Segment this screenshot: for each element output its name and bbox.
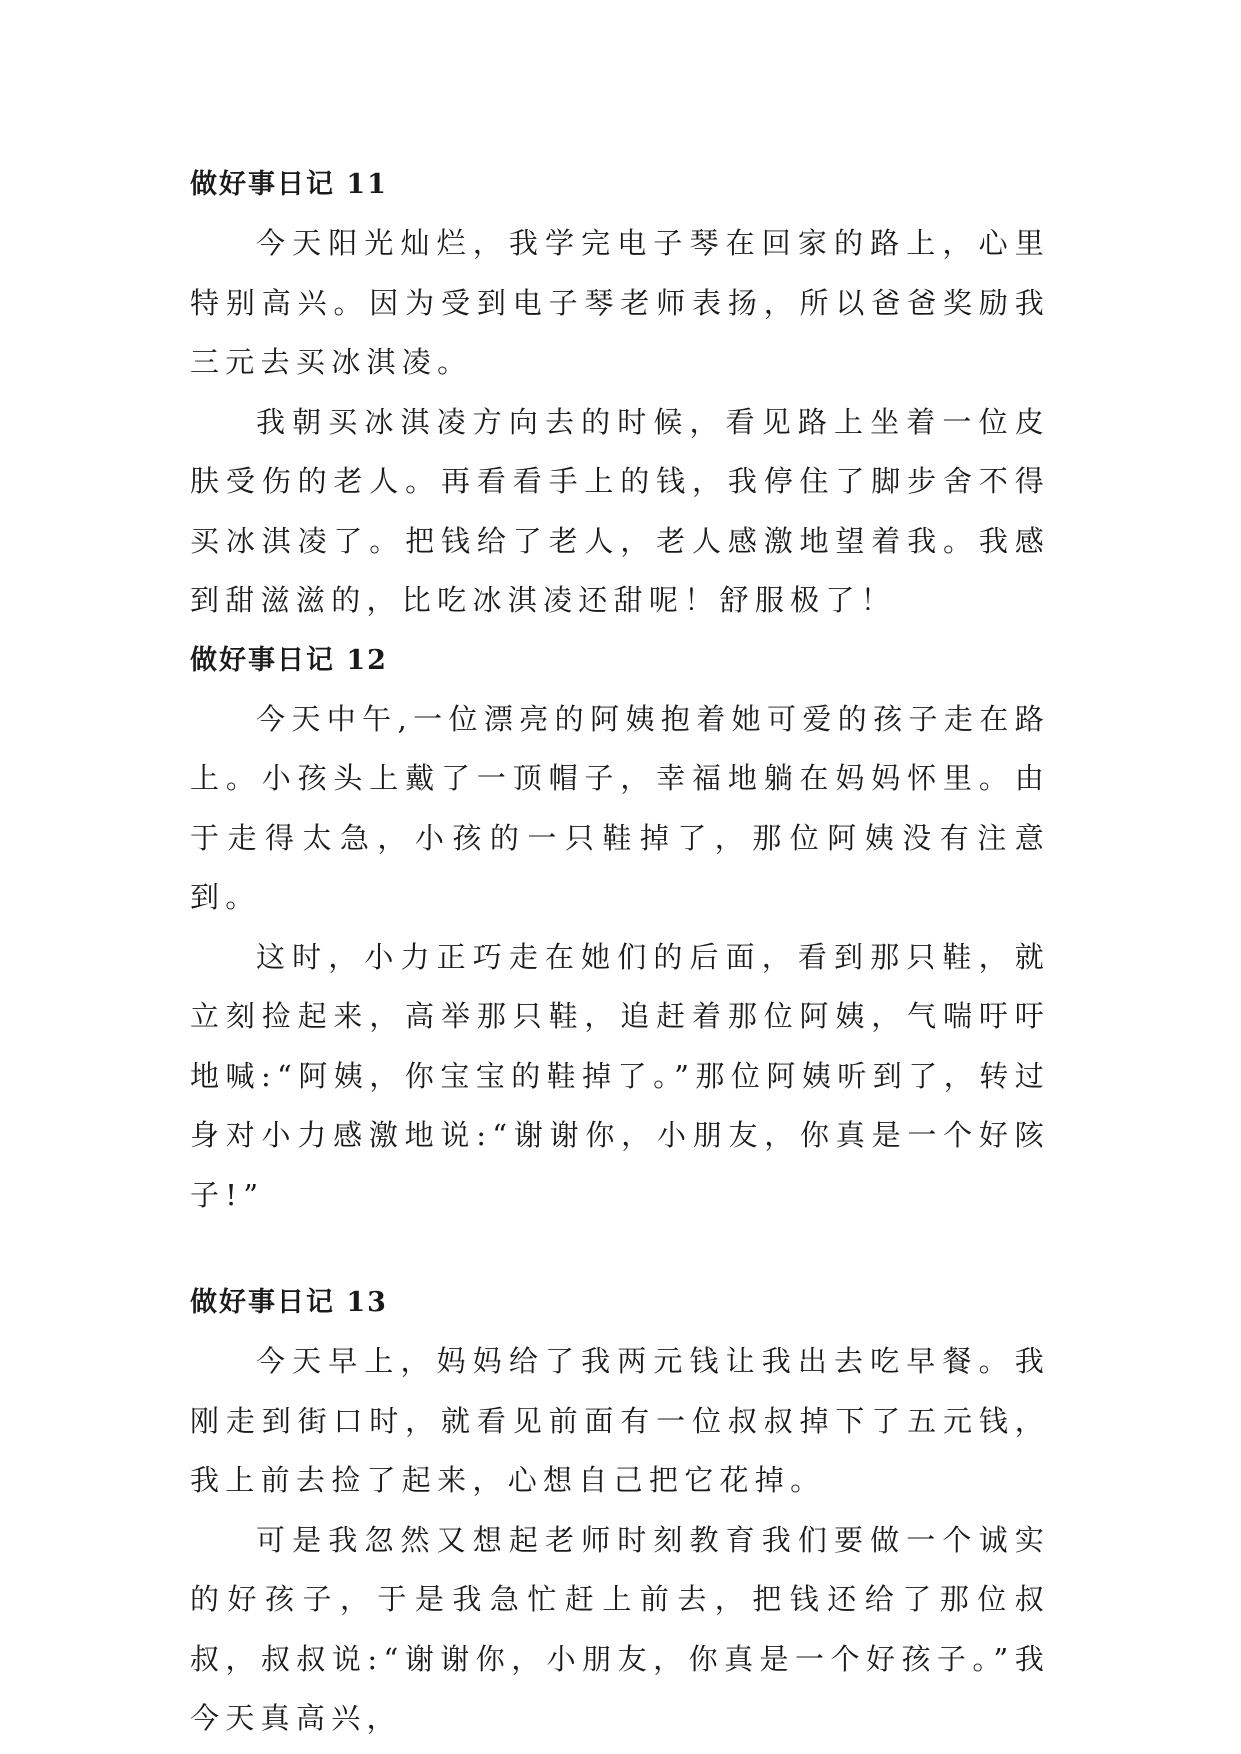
diary-entry-13 — [190, 1273, 1050, 1749]
document-body — [190, 155, 1050, 1749]
entry-title: 做好事日记 11 — [190, 169, 388, 200]
entry-paragraph: 今天阳光灿烂，我学完电子琴在回家的路上，心里特别高兴。因为受到电子琴老师表扬，所以爸爸奖励我三元去买冰淇凌。 — [190, 226, 1050, 379]
entry-paragraph: 今天早上，妈妈给了我两元钱让我出去吃早餐。我刚走到街口时，就看见前面有一位叔叔掉下了五元钱，我上前去捡了起来，心想自己把它花掉。 — [190, 1344, 1050, 1497]
entry-title: 做好事日记 12 — [190, 644, 388, 676]
entry-spacer — [190, 1225, 1050, 1273]
entry-paragraph: 我朝买冰淇凌方向去的时候，看见路上坐着一位皮肤受伤的老人。再看看手上的钱，我停住了脚步舍不得买冰淇凌了。把钱给了老人，老人感激地望着我。我感到甜滋滋的，比吃冰淇凌还甜呢！舒服极了！ — [190, 404, 1050, 617]
entry-title: 做好事日记 13 — [190, 1287, 388, 1318]
entry-paragraph: 今天中午,一位漂亮的阿姨抱着她可爱的孩子走在路上。小孩头上戴了一顶帽子，幸福地躺在妈妈怀里。由于走得太急，小孩的一只鞋掉了，那位阿姨没有注意到。 — [190, 701, 1050, 914]
diary-entry-12 — [190, 631, 1050, 1226]
entry-paragraph: 这时，小力正巧走在她们的后面，看到那只鞋，就立刻捡起来，高举那只鞋，追赶着那位阿姨，气喘吁吁地喊:“阿姨，你宝宝的鞋掉了。”那位阿姨听到了，转过身对小力感激地说:“谢谢你，小朋友，你真是一个好陔子!” — [190, 939, 1050, 1212]
diary-entry-11 — [190, 155, 1050, 631]
entry-paragraph: 可是我忽然又想起老师时刻教育我们要做一个诚实的好孩子，于是我急忙赶上前去，把钱还给了那位叔叔，叔叔说:“谢谢你，小朋友，你真是一个好孩子。”我今天真高兴， — [190, 1522, 1050, 1735]
